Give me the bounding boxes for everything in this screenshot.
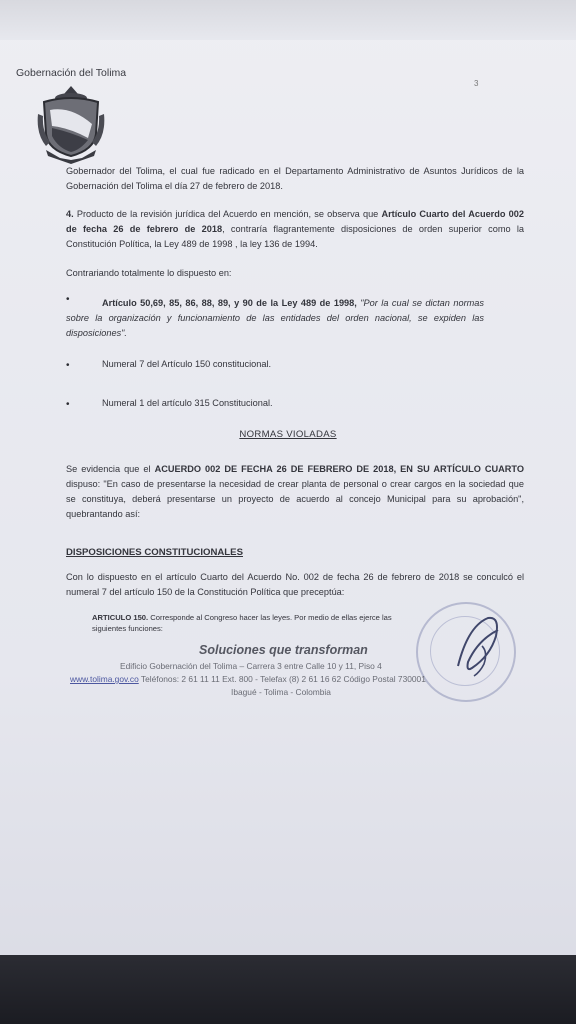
bullet-marker: • — [66, 360, 70, 371]
footer-slogan: Soluciones que transforman — [199, 643, 368, 657]
page-number: 3 — [474, 79, 479, 88]
quote-articulo-150 — [92, 612, 416, 634]
background-surface — [0, 955, 576, 1024]
footer-address: Edificio Gobernación del Tolima – Carrera 3 entre Calle 10 y 11, Piso 4 — [120, 661, 382, 671]
footer-contact: Teléfonos: 2 61 11 11 Ext. 800 - Telefax (8) 2 61 16 62 Código Postal 730001 — [140, 674, 426, 684]
bullet-numeral-1: Numeral 1 del artículo 315 Constitucional. — [102, 398, 273, 408]
institution-name: Gobernación del Tolima — [16, 67, 127, 79]
point-4-text-bold: Artículo Cuarto del Acuerdo 002 de fecha 26 de febrero de 2018 — [66, 209, 524, 234]
point-4-text-a: Producto de la revisión jurídica del Acuerdo en mención, se observa que — [76, 209, 379, 219]
paragraph-intro: Gobernador del Tolima, el cual fue radicado en el Departamento Administrativo de Asuntos Jurídicos de la Gobernación del Tolima el día 27 de febrero de 2018. — [66, 166, 524, 191]
footer-contact-line — [70, 674, 426, 684]
website-link[interactable]: www.tolima.gov.co — [70, 674, 139, 684]
paragraph-articulo-150: Con lo dispuesto en el artículo Cuarto del Acuerdo No. 002 de fecha 26 de febrero de 2018 se conculcó el numeral 7 del artículo 150 de la Constitución Política que preceptúa: — [66, 572, 524, 597]
point-4-text-c: , contraría flagrantemente disposiciones de orden superior como la Constitución Política, la Ley 489 de 1998 , la ley 136 de 1994. — [66, 224, 525, 249]
paragraph-point-4 — [66, 207, 524, 252]
p4-text-c: dispuso: "En caso de presentarse la necesidad de crear planta de personal o crear cargos en la sociedad que se constituya, deberá presentarse un proyecto de acuerdo al concejo Municipal para su aprobación", quebrantando así: — [66, 479, 524, 519]
bullet-ley-489 — [66, 296, 484, 341]
quote-bold: ARTICULO 150. — [92, 613, 149, 622]
bullet-marker: • — [66, 399, 70, 410]
page-fold-shadow — [0, 0, 576, 40]
paragraph-contrariando: Contrariando totalmente lo dispuesto en: — [66, 268, 232, 278]
bullet-marker: • — [66, 294, 70, 305]
p4-text-bold: ACUERDO 002 DE FECHA 26 DE FEBRERO DE 2018, EN SU ARTÍCULO CUARTO — [154, 464, 524, 474]
paragraph-acuerdo-002 — [66, 462, 524, 522]
signature-icon — [438, 606, 518, 686]
p4-text-a: Se evidencia que el — [66, 464, 151, 474]
heading-disposiciones: DISPOSICIONES CONSTITUCIONALES — [66, 547, 243, 558]
bullet-numeral-7: Numeral 7 del Artículo 150 constitucional. — [102, 359, 272, 369]
quote-text: Corresponde al Congreso hacer las leyes. Por medio de ellas ejerce las siguientes funciones: — [92, 613, 392, 633]
bullet-1-bold: Artículo 50,69, 85, 86, 88, 89, y 90 de la Ley 489 de 1998, — [102, 298, 357, 308]
heading-normas-violadas: NORMAS VIOLADAS — [239, 429, 337, 440]
point-number: 4. — [66, 209, 74, 219]
footer-city: Ibagué - Tolima - Colombia — [231, 687, 331, 697]
bullet-1-italic: "Por la cual se dictan normas sobre la organización y funcionamiento de las entidades del orden nacional, se expiden las disposiciones". — [66, 298, 484, 338]
coat-of-arms-logo — [36, 84, 106, 164]
